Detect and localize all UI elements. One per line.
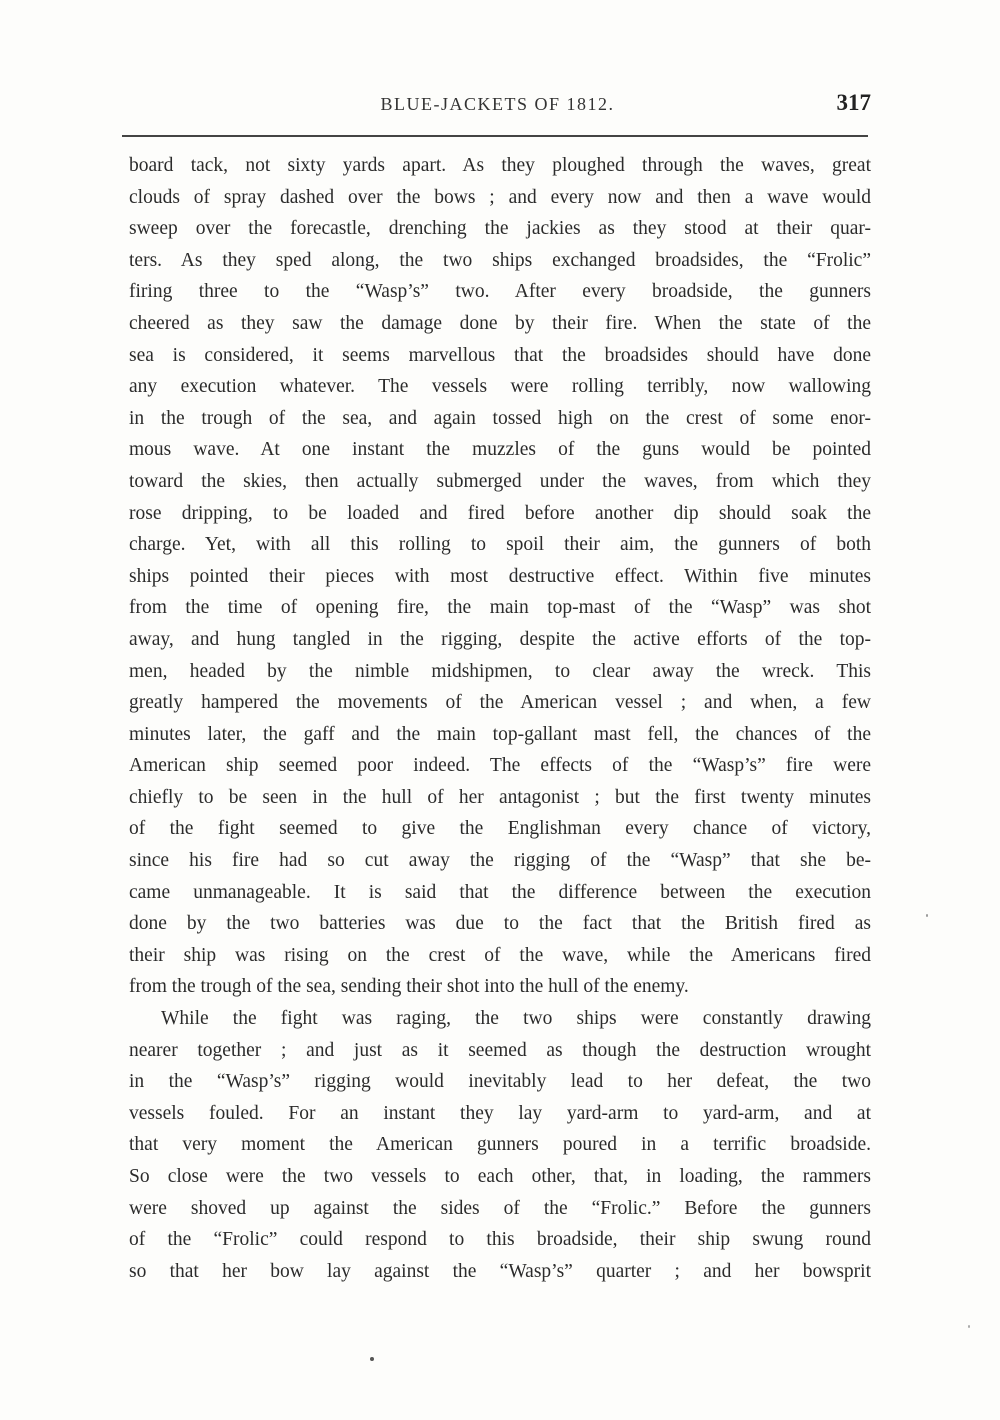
- running-head: [120, 90, 875, 124]
- text-line: vessels fouled. For an instant they lay yard-arm to yard-arm, and at: [129, 1102, 871, 1124]
- paragraph-1: [129, 150, 871, 1003]
- text-line: done by the two batteries was due to the fact that the British fired as: [129, 913, 871, 935]
- text-line: mous wave. At one instant the muzzles of the guns would be pointed: [129, 439, 871, 461]
- running-title: BLUE-JACKETS OF 1812.: [380, 94, 615, 114]
- text-line: in the “Wasp’s” rigging would inevitably lead to her defeat, the two: [129, 1071, 871, 1093]
- text-line: American ship seemed poor indeed. The effects of the “Wasp’s” fire were: [129, 755, 871, 777]
- text-line: from the trough of the sea, sending their shot into the hull of the enemy.: [129, 976, 689, 998]
- text-line: board tack, not sixty yards apart. As they ploughed through the waves, great: [129, 155, 871, 176]
- header-rule: [122, 135, 868, 137]
- text-line: came unmanageable. It is said that the difference between the execution: [129, 881, 871, 903]
- text-line: ships pointed their pieces with most destructive effect. Within five minutes: [129, 565, 871, 587]
- text-line: from the time of opening fire, the main top-mast of the “Wasp” was shot: [129, 597, 871, 619]
- text-line: of the “Frolic” could respond to this broadside, their ship swung round: [129, 1229, 871, 1251]
- text-line: firing three to the “Wasp’s” two. After every broadside, the gunners: [129, 281, 871, 303]
- text-line: ters. As they sped along, the two ships exchanged broadsides, the “Frolic”: [129, 249, 871, 271]
- text-line: cheered as they saw the damage done by their fire. When the state of the: [129, 312, 871, 334]
- text-line: rose dripping, to be loaded and fired before another dip should soak the: [129, 502, 871, 524]
- text-line: that very moment the American gunners poured in a terrific broadside.: [129, 1134, 871, 1156]
- text-line: any execution whatever. The vessels were rolling terribly, now wallowing: [129, 376, 871, 398]
- ink-speck: [968, 1325, 970, 1328]
- paragraph-2: [129, 1003, 871, 1287]
- text-line: in the trough of the sea, and again tossed high on the crest of some enor-: [129, 407, 871, 429]
- ink-speck: [370, 1357, 374, 1361]
- text-line: were shoved up against the sides of the “Frolic.” Before the gunners: [129, 1197, 871, 1219]
- text-line: since his fire had so cut away the rigging of the “Wasp” that she be-: [129, 850, 871, 872]
- text-line: sweep over the forecastle, drenching the jackies as they stood at their quar-: [129, 218, 871, 240]
- text-line: While the fight was raging, the two ships were constantly drawing: [161, 1008, 871, 1030]
- text-line: So close were the two vessels to each other, that, in loading, the rammers: [129, 1166, 871, 1187]
- text-line: clouds of spray dashed over the bows ; and every now and then a wave would: [129, 186, 871, 208]
- text-line: greatly hampered the movements of the American vessel ; and when, a few: [129, 692, 871, 714]
- text-line: away, and hung tangled in the rigging, despite the active efforts of the top-: [129, 628, 871, 650]
- body-text: [129, 150, 871, 1287]
- text-line: of the fight seemed to give the Englishman every chance of victory,: [129, 818, 871, 840]
- text-line: chiefly to be seen in the hull of her antagonist ; but the first twenty minutes: [129, 786, 871, 808]
- text-line: charge. Yet, with all this rolling to spoil their aim, the gunners of both: [129, 534, 871, 556]
- text-line: their ship was rising on the crest of the wave, while the Americans fired: [129, 944, 871, 966]
- text-line: men, headed by the nimble midshipmen, to clear away the wreck. This: [129, 660, 871, 682]
- text-line: toward the skies, then actually submerged under the waves, from which they: [129, 470, 871, 492]
- text-line: nearer together ; and just as it seemed as though the destruction wrought: [129, 1039, 871, 1061]
- text-line: so that her bow lay against the “Wasp’s” quarter ; and her bowsprit: [129, 1260, 871, 1282]
- text-line: sea is considered, it seems marvellous that the broadsides should have done: [129, 344, 871, 366]
- ink-speck: [926, 914, 928, 917]
- page-number: 317: [836, 90, 871, 115]
- text-line: minutes later, the gaff and the main top-gallant mast fell, the chances of the: [129, 723, 871, 745]
